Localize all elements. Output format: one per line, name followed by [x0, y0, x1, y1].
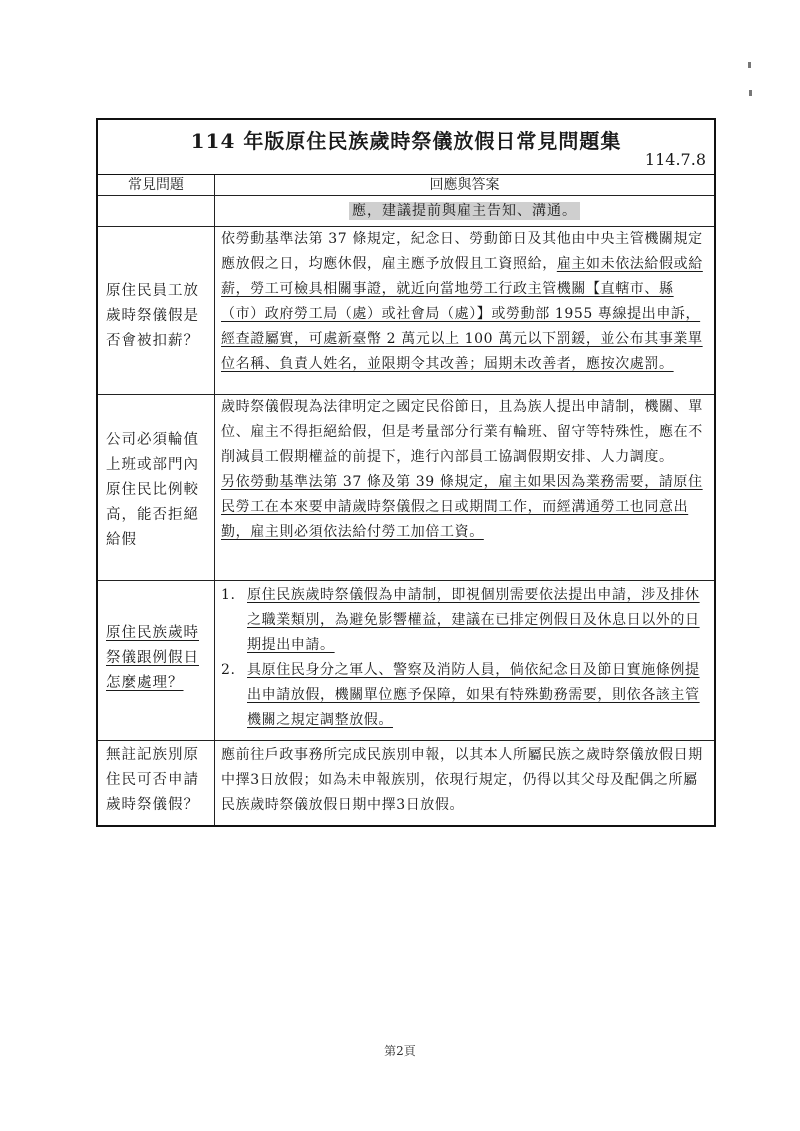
answer-cell	[215, 741, 715, 825]
empty-question-cell	[98, 196, 215, 227]
question-cell	[98, 581, 215, 741]
table-row	[98, 741, 714, 825]
item-number: 2.	[221, 662, 236, 678]
continued-answer-cell	[215, 196, 715, 227]
answer-item	[221, 658, 708, 733]
document-date: 114.7.8	[644, 150, 706, 169]
answer-text: 歲時祭儀假現為法律明定之國定民俗節日，且為族人提出申請制，機關、單位、雇主不得拒絕給假，但是考量部分行業有輪班、留守等特殊性，應在不削減員工假期權益的前提下，進行內部員工協調假期安排、人力調度。	[221, 399, 703, 465]
question-cell	[98, 741, 215, 825]
item-text: 具原住民身分之軍人、警察及消防人員，倘依紀念日及節日實施條例提出申請放假，機關單位應予保障，如果有特殊勤務需要，則依各該主管機關之規定調整放假。	[247, 662, 700, 728]
table-row	[98, 395, 714, 581]
title-block	[98, 120, 714, 175]
answer-underlined-text: 雇主如未依法給假或給薪，勞工可檢具相關事證，就近向當地勞工行政主管機關【直轄市、縣（市）政府勞工局（處）或社會局（處）】或勞動部 1955 專線提出申訴，經查證屬實，可處新臺幣 2 萬元以上 100 萬元以下罰鍰，並公布其事業單位名稱、負責人姓名，並限期令其改善；屆期未改善者，應按次處罰。	[221, 256, 703, 372]
faq-document	[96, 118, 716, 827]
document-title: 114 年版原住民族歲時祭儀放假日常見問題集	[190, 129, 622, 153]
faq-table	[98, 175, 714, 825]
question-text: 原住民族歲時祭儀跟例假日怎麼處理？	[106, 625, 199, 691]
answer-item	[221, 583, 708, 658]
answer-cell	[215, 581, 715, 741]
question-text: 公司必須輪值上班或部門內原住民比例較高，能否拒絕給假	[106, 432, 199, 548]
table-row	[98, 227, 714, 395]
question-cell	[98, 395, 215, 581]
question-text: 原住民員工放歲時祭儀假是否會被扣薪？	[106, 283, 199, 349]
question-text: 無註記族別原住民可否申請歲時祭儀假？	[106, 747, 199, 813]
scan-mark	[748, 62, 751, 68]
answer-cell	[215, 395, 715, 581]
answer-underlined-text: 另依勞動基準法第 37 條及第 39 條規定，雇主如果因為業務需要，請原住民勞工在本來要申請歲時祭儀假之日或期間工作，而經溝通勞工也同意出勤，雇主則必須依法給付勞工加倍工資。	[221, 474, 703, 540]
table-header-row	[98, 175, 714, 196]
question-cell	[98, 227, 215, 395]
answer-text: 應前往戶政事務所完成民族別申報，以其本人所屬民族之歲時祭儀放假日期中擇3日放假；如為未申報族別，依現行規定，仍得以其父母及配偶之所屬民族歲時祭儀放假日期中擇3日放假。	[221, 747, 703, 813]
scan-mark	[749, 90, 752, 96]
table-row	[98, 581, 714, 741]
header-question: 常見問題	[98, 175, 215, 196]
header-answer: 回應與答案	[215, 175, 715, 196]
item-number: 1.	[221, 587, 236, 603]
item-text: 原住民族歲時祭儀假為申請制，即視個別需要依法提出申請，涉及排休之職業類別，為避免影響權益，建議在已排定例假日及休息日以外的日期提出申請。	[247, 587, 700, 653]
answer-text: 依勞動基準法第 37 條規定，紀念日、勞動節日及其他由中央主管機關規定應放假之日，均應休假，雇主應予放假且工資照給，	[221, 231, 703, 272]
continued-answer-text: 應，建議提前與雇主告知、溝通。	[349, 202, 580, 220]
table-row-continued	[98, 196, 714, 227]
answer-cell	[215, 227, 715, 395]
page-number: 第2頁	[384, 1044, 416, 1058]
